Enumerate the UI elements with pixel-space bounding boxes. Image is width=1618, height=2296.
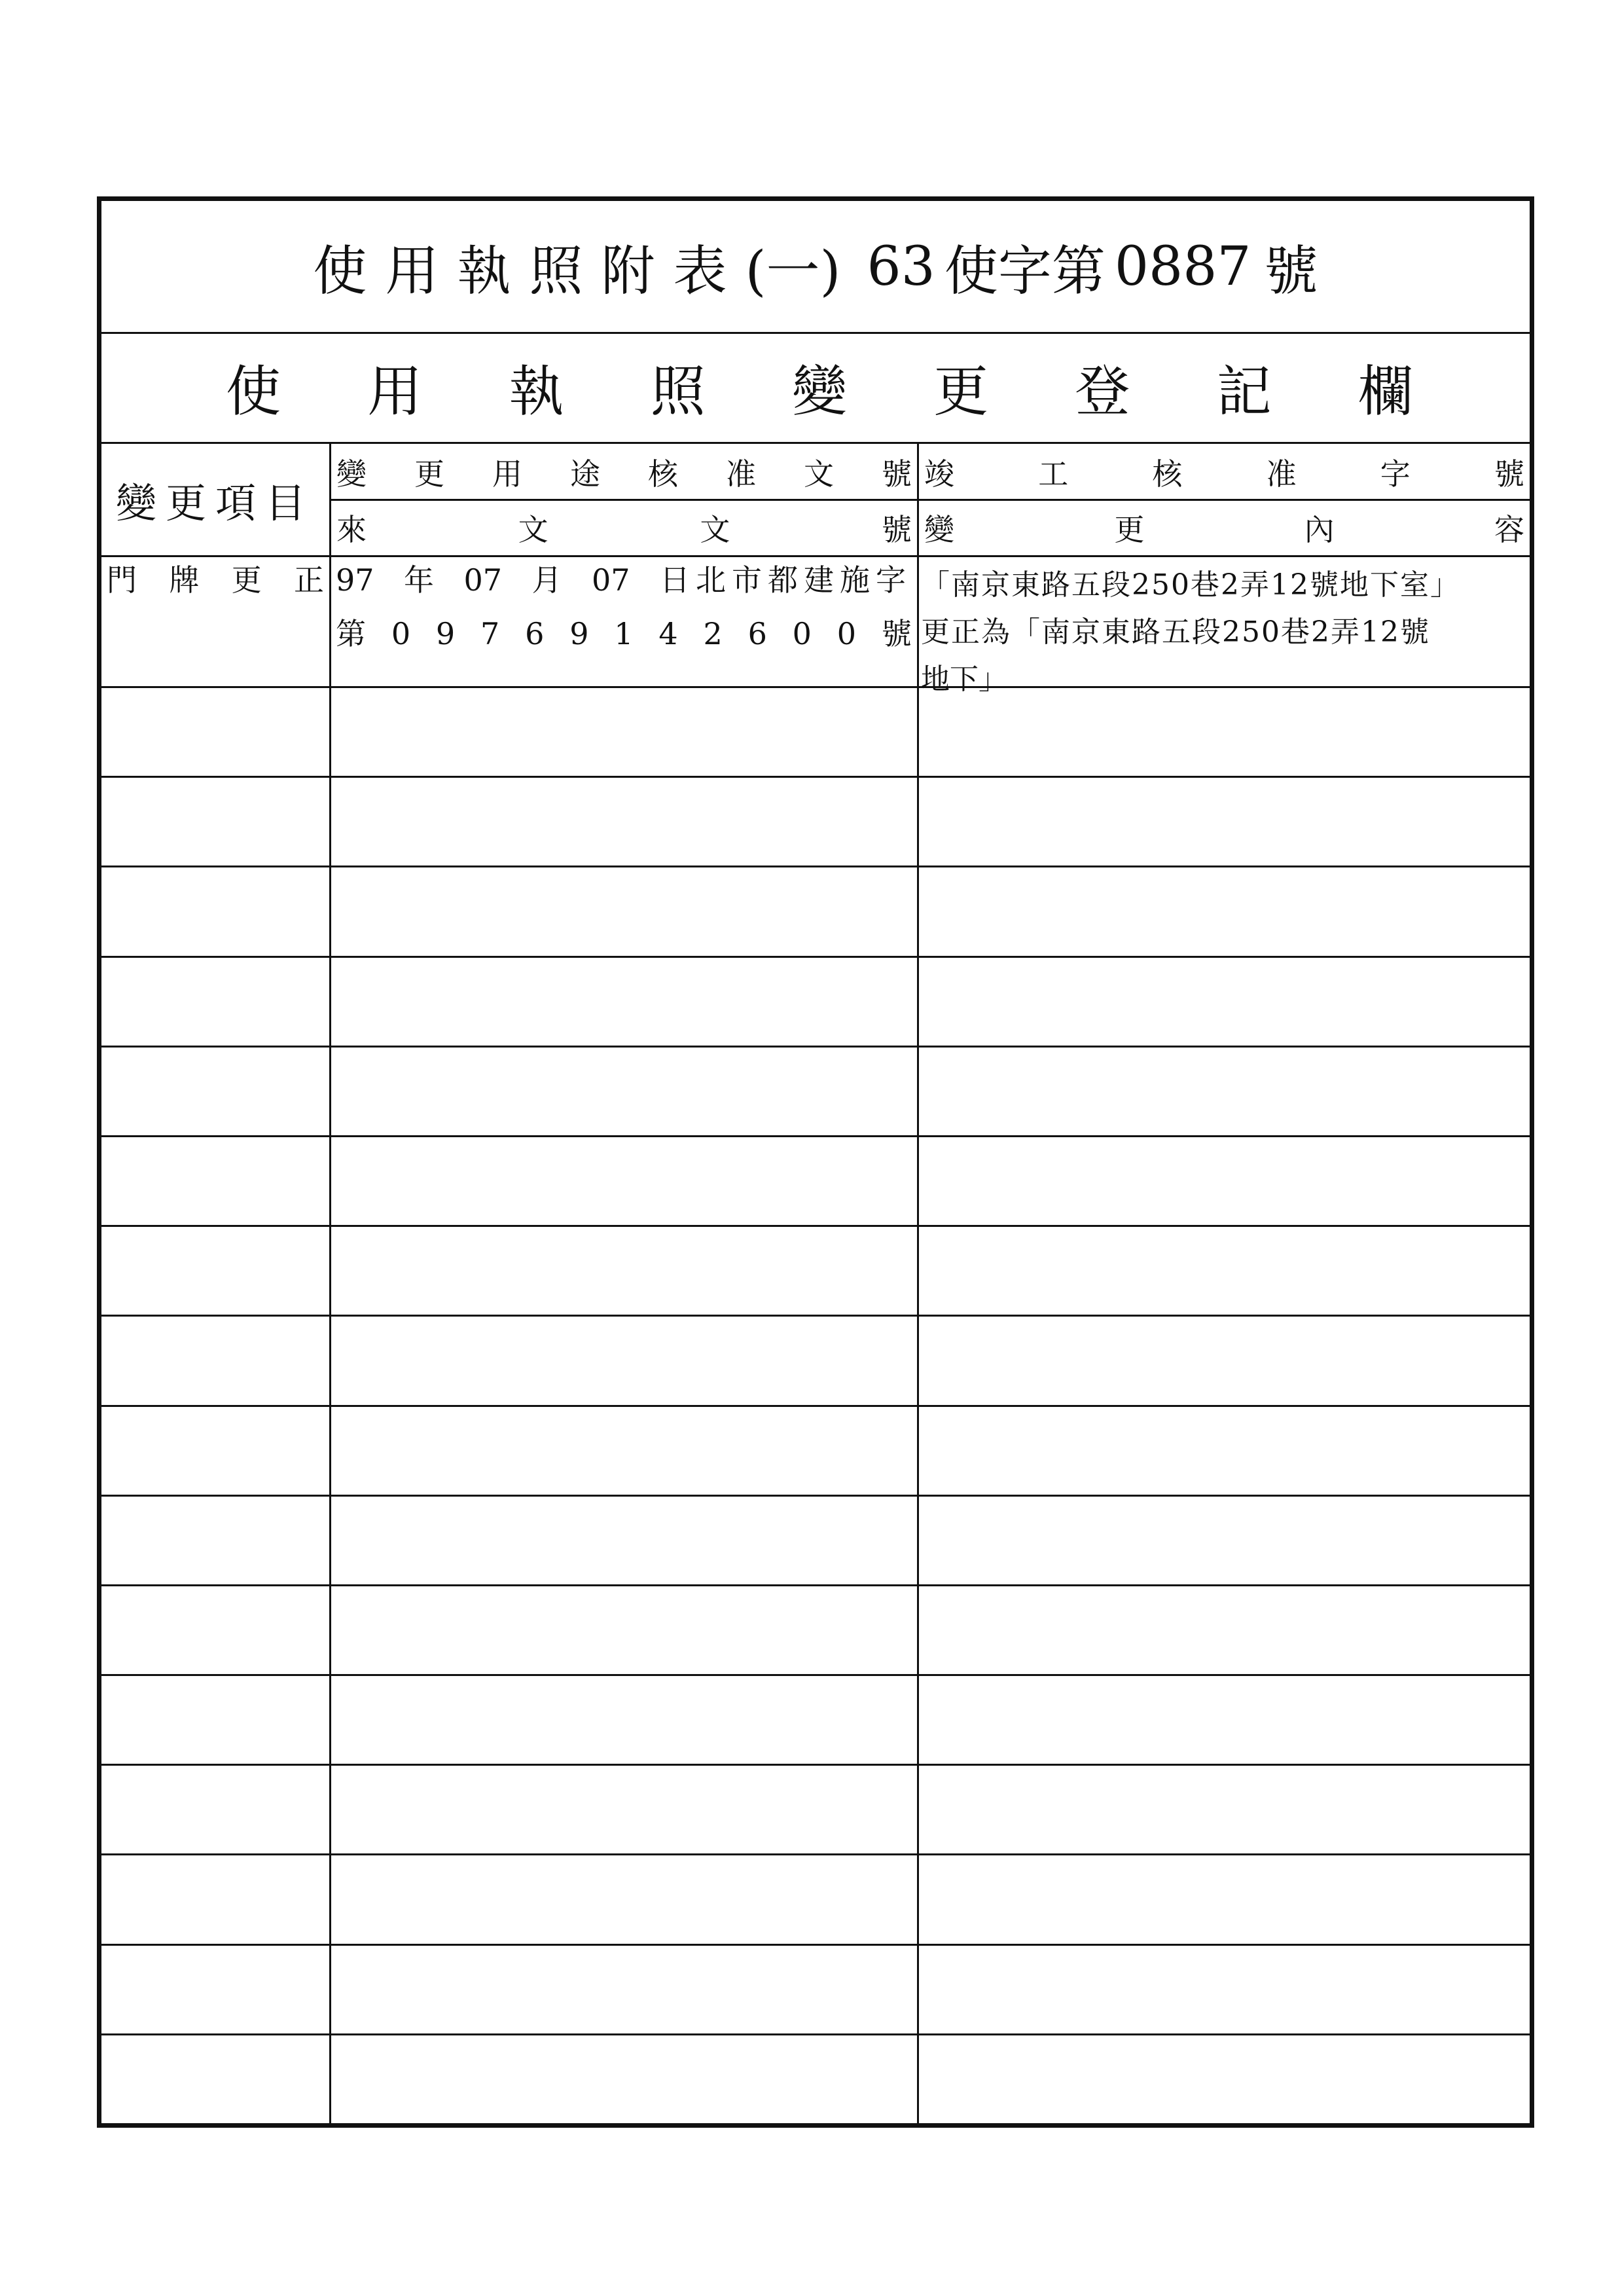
header-char: 內 [1304,511,1335,547]
doc-token: 97 [336,562,374,598]
header-char: 准 [726,456,756,492]
row-divider [101,1764,1530,1766]
row-divider [101,776,1530,778]
doc-token: 07 [463,562,503,598]
completion-approval-number-header [919,444,1530,500]
title-part: (一) [745,240,841,302]
header-char: 變 [924,511,954,547]
header-char: 竣 [924,456,954,492]
header-char: 文 [700,511,730,547]
doc-token: 07 [591,562,630,598]
row-divider [101,1405,1530,1407]
section-title-char: 變 [791,359,847,424]
approval-doc-number-header [331,444,917,500]
doc-token: 年 [404,562,435,598]
title-part: 照 [529,240,602,302]
header-char: 用 [492,456,522,492]
header-char: 號 [881,511,912,547]
item-char: 正 [293,562,324,598]
row-divider [101,1225,1530,1227]
header-split-line [329,499,1530,501]
license-year: 63 [867,235,935,298]
row-divider [101,2033,1530,2035]
row-divider [101,1853,1530,1855]
header-char: 容 [1494,511,1524,547]
header-char: 核 [648,456,678,492]
item-char: 更 [231,562,262,598]
item-char: 牌 [169,562,200,598]
change-item-cell [107,562,324,598]
section-title-char: 登 [1075,359,1130,424]
doc-token: 9 [569,616,589,651]
doc-token: 號 [881,616,912,651]
content-line: 更正為「南京東路五段250巷2弄12號 [921,615,1430,649]
table-header [101,444,1530,557]
section-title-char: 使 [226,359,281,424]
section-title-char: 欄 [1357,359,1413,424]
section-title-char: 執 [509,359,564,424]
header-char: 核 [1152,456,1183,492]
section-title-char: 記 [1216,359,1272,424]
row-divider [101,1495,1530,1497]
row-divider [101,866,1530,867]
doc-token: 第 [336,616,366,651]
content-line: 「南京東路五段250巷2弄12號地下室」 [921,568,1460,602]
header-char: 途 [570,456,600,492]
section-title-char: 更 [933,359,989,424]
item-char: 門 [107,562,137,598]
header-char: 來 [336,511,367,547]
change-content-cell [921,562,1530,703]
title-part: 使字第 [944,240,1106,302]
title-part: 表 [673,240,746,302]
section-title [101,332,1530,444]
section-title-char: 照 [650,359,706,424]
doc-token: 6 [747,616,767,651]
doc-token: 日北市都建施字 [659,562,912,598]
usage-license-attachment-form [97,196,1534,2128]
row-divider [101,1046,1530,1048]
header-char: 文 [804,456,834,492]
license-number: 0887 [1114,235,1251,298]
row-divider [101,1135,1530,1137]
section-title-char: 用 [367,359,423,424]
row-divider [101,1674,1530,1676]
doc-token: 月 [531,562,562,598]
doc-token: 4 [658,616,678,651]
header-char: 文 [518,511,548,547]
header-char: 更 [1114,511,1145,547]
header-char: 號 [882,456,912,492]
title-part: 用 [385,240,458,302]
header-char: 字 [1380,456,1411,492]
column-divider [917,444,919,2123]
change-content-header [919,500,1530,555]
incoming-doc-number-header [331,500,917,555]
title-part: 號 [1264,240,1318,302]
table-row [101,555,1530,696]
column-divider [329,444,331,2123]
doc-number-cell [336,562,912,652]
row-divider [101,956,1530,958]
title-part: 附 [601,240,674,302]
change-item-header: 變更項目 [115,479,315,527]
row-divider [101,1315,1530,1317]
title-part: 執 [457,240,530,302]
form-title [101,201,1530,334]
doc-token: 9 [435,616,456,651]
doc-token: 0 [391,616,411,651]
title-part: 使 [313,240,386,302]
header-char: 更 [414,456,444,492]
header-char: 號 [1494,456,1524,492]
doc-token: 2 [703,616,723,651]
doc-token: 7 [480,616,500,651]
content-line: 地下」 [921,663,1007,696]
row-divider [101,1944,1530,1946]
doc-token: 1 [614,616,634,651]
doc-token: 6 [525,616,545,651]
doc-token: 0 [792,616,812,651]
row-divider [101,1584,1530,1586]
header-char: 准 [1266,456,1297,492]
doc-token: 0 [836,616,857,651]
header-char: 工 [1038,456,1069,492]
header-char: 變 [336,456,367,492]
